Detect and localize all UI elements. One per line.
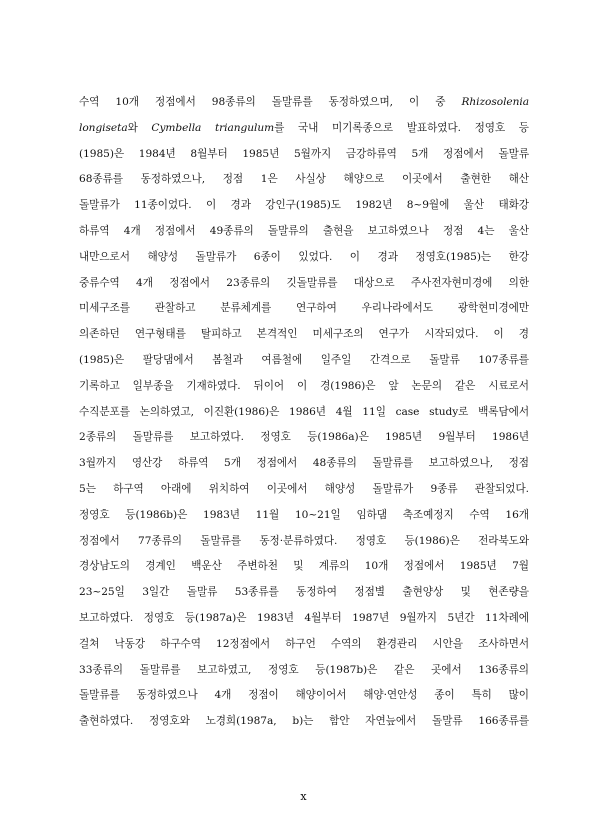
- text-segment: 정점에서 77종류의 돌말류를 동정·분류하였다. 정영호 등(1986)은 전라북도와: [79, 534, 529, 547]
- text-segment: 보고하였다. 정영호 등(1987a)은 1983년 4월부터 1987년 9월까지 5년간 11차례에: [79, 611, 529, 624]
- text-segment: 미세구조를 관찰하고 분류체계를 연구하여 우리나라에서도 광학현미경에만: [79, 302, 529, 315]
- text-segment: 중류수역 4개 정점에서 23종류의 깃돌말류를 대상으로 주사전자현미경에 의한: [79, 276, 529, 289]
- text-line: [79, 425, 529, 451]
- text-line: [79, 219, 529, 245]
- italic-species-name: Rhizosolenia: [461, 96, 529, 108]
- text-line: [79, 348, 529, 374]
- text-line: [79, 167, 529, 193]
- text-segment: 3월까지 영산강 하류역 5개 정점에서 48종류의 돌말류를 보고하였으나, 정점: [79, 457, 529, 470]
- text-segment: 의존하던 연구형태를 탈피하고 본격적인 미세구조의 연구가 시작되었다. 이 경: [79, 328, 529, 341]
- text-segment: 와: [127, 121, 152, 134]
- text-line: [79, 296, 529, 322]
- text-segment: (1985)은 1984년 8월부터 1985년 5월까지 금강하류역 5개 정점에서 돌말류: [79, 147, 529, 160]
- text-segment: 23~25일 3일간 돌말류 53종류를 동정하여 정점별 출현양상 및 현존량을: [79, 586, 529, 599]
- text-segment: 2종류의 돌말류를 보고하였다. 정영호 등(1986a)은 1985년 9월부터 1986년: [79, 431, 529, 444]
- text-line: [79, 245, 529, 271]
- text-line: [79, 632, 529, 658]
- text-line: [79, 116, 529, 142]
- text-segment: 수직분포를 논의하였고, 이진환(1986)은 1986년 4월 11일 case study로 백록담에서: [79, 405, 529, 418]
- text-line: [79, 658, 529, 684]
- text-line: [79, 374, 529, 400]
- text-line: [79, 271, 529, 297]
- text-segment: 내만으로서 해양성 돌말류가 6종이 있었다. 이 경과 정영호(1985)는 한강: [79, 250, 529, 263]
- text-line: [79, 90, 529, 116]
- text-line: [79, 580, 529, 606]
- text-line: [79, 193, 529, 219]
- text-line: [79, 503, 529, 529]
- page-number: x: [300, 790, 307, 803]
- text-line: [79, 529, 529, 555]
- text-segment: 를 국내 미기록종으로 발표하였다. 정영호 등: [274, 121, 529, 134]
- text-segment: 68종류를 동정하였으나, 정점 1은 사실상 해양으로 이곳에서 출현한 해산: [79, 173, 529, 186]
- text-segment: 기록하고 일부종을 기재하였다. 뒤이어 이 경(1986)은 앞 논문의 같은 시료로서: [79, 379, 529, 392]
- text-segment: 걸쳐 낙동강 하구수역 12정점에서 하구언 수역의 환경관리 시안을 조사하면서: [79, 637, 529, 650]
- text-segment: 출현하였다. 정영호와 노경희(1987a, b)는 함안 자연늪에서 돌말류 166종류를: [79, 715, 529, 728]
- text-segment: (1985)은 팔당댐에서 봄철과 여름철에 일주일 간격으로 돌말류 107종류를: [79, 353, 529, 366]
- text-segment: 돌말류가 11종이었다. 이 경과 강인구(1985)도 1982년 8~9월에 울산 태화강: [79, 199, 529, 212]
- text-segment: 33종류의 돌말류를 보고하였고, 정영호 등(1987b)은 같은 곳에서 136종류의: [79, 663, 529, 676]
- text-line: [79, 142, 529, 168]
- text-segment: 수역 10개 정점에서 98종류의 돌말류를 동정하였으며, 이 중: [79, 96, 462, 108]
- text-segment: 하류역 4개 정점에서 49종류의 돌말류의 출현을 보고하였으나 정점 4는 울산: [79, 224, 529, 237]
- body-text: [79, 90, 529, 735]
- text-line: [79, 400, 529, 426]
- text-line: [79, 606, 529, 632]
- text-line: [79, 451, 529, 477]
- text-segment: 5는 하구역 아래에 위치하여 이곳에서 해양성 돌말류가 9종류 관찰되었다.: [79, 482, 529, 495]
- text-line: [79, 683, 529, 709]
- text-line: [79, 477, 529, 503]
- text-line: [79, 709, 529, 735]
- text-line: [79, 554, 529, 580]
- text-segment: 정영호 등(1986b)은 1983년 11월 10~21일 임하댐 축조예정지 수역 16개: [79, 508, 529, 521]
- text-segment: 돌말류를 동정하였으나 4개 정점이 해양이어서 해양·연안성 종이 특히 많이: [79, 689, 529, 702]
- italic-species-name: Cymbella triangulum: [151, 121, 275, 134]
- italic-species-name: longiseta: [79, 121, 128, 134]
- text-segment: 경상남도의 경계인 백운산 주변하천 및 계류의 10개 정점에서 1985년 7월: [79, 560, 529, 573]
- text-line: [79, 322, 529, 348]
